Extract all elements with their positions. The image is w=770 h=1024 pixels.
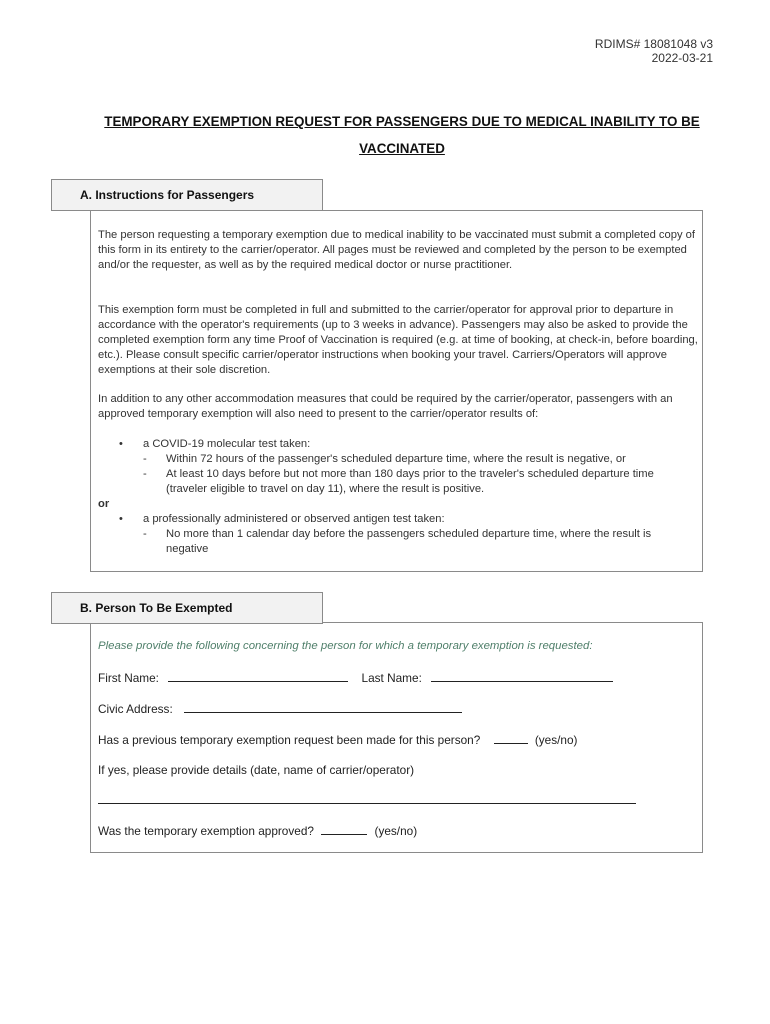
name-row (98, 670, 613, 686)
civic-address-row (98, 701, 462, 717)
approved-field[interactable] (321, 823, 367, 835)
bullet-2-text: a professionally administered or observed antigen test taken: (143, 513, 445, 525)
section-a-heading: A. Instructions for Passengers (51, 179, 323, 211)
details-field[interactable] (98, 803, 636, 804)
bullet-2-sub-1-text: No more than 1 calendar day before the passengers scheduled departure time, where the result is negative (166, 528, 652, 555)
previous-request-yes-no: (yes/no) (534, 733, 578, 747)
bullet-1-sub-2-dash: - (143, 468, 147, 480)
previous-request-label: Has a previous temporary exemption request been made for this person? (98, 733, 481, 747)
last-name-field[interactable] (431, 670, 613, 682)
first-name-field[interactable] (168, 670, 348, 682)
doc-id: RDIMS# 18081048 v3 (594, 37, 713, 51)
section-b-intro: Please provide the following concerning the person for which a temporary exemption is requested: (98, 640, 593, 652)
doc-date: 2022-03-21 (651, 51, 713, 65)
or-label: or (98, 498, 110, 510)
previous-request-row (98, 732, 577, 748)
approved-label: Was the temporary exemption approved? (98, 824, 314, 838)
bullet-1-sub-1-text: Within 72 hours of the passenger's scheduled departure time, where the result is negative, or (166, 453, 626, 465)
bullet-1-sub-2-text: At least 10 days before but not more than 180 days prior to the traveler's scheduled departure time (traveler eligible to travel on day 11), where the result is positive. (166, 468, 654, 495)
page-title (40, 108, 764, 162)
last-name-label: Last Name: (361, 671, 422, 685)
section-a-paragraph-3: In addition to any other accommodation measures that could be required by the carrier/operator, passengers with an approved temporary exemption will also need to present to the carrier/operator results of: (98, 393, 673, 420)
section-b-heading: B. Person To Be Exempted (51, 592, 323, 624)
civic-address-field[interactable] (184, 701, 462, 713)
civic-address-label: Civic Address: (98, 702, 173, 716)
section-a-paragraph-2: This exemption form must be completed in full and submitted to the carrier/operator for approval prior to departure in accordance with the operator's requirements (up to 3 weeks in advance). Passengers may also be asked to provide the completed exemption form any time Proof of Vaccination is required (e.g. at time of booking, at check-in, before boarding, etc.). Please consult specific carrier/operator instructions when booking your travel. Carriers/Operators will approve exemptions at their sole discretion. (98, 304, 698, 376)
title-line-1: TEMPORARY EXEMPTION REQUEST FOR PASSENGERS DUE TO MEDICAL INABILITY TO BE (104, 114, 700, 129)
bullet-2-symbol: • (119, 513, 123, 525)
approved-yes-no: (yes/no) (374, 824, 418, 838)
approved-row (98, 823, 417, 839)
details-label: If yes, please provide details (date, name of carrier/operator) (98, 763, 415, 777)
section-a-paragraph-1: The person requesting a temporary exemption due to medical inability to be vaccinated must submit a completed copy of this form in its entirety to the carrier/operator. All pages must be reviewed and completed by the person to be exempted and/or the requester, as well as by the required medical doctor or nurse practitioner. (98, 229, 695, 271)
bullet-2-sub-1-dash: - (143, 528, 147, 540)
title-line-2: VACCINATED (359, 141, 445, 156)
bullet-1-text: a COVID-19 molecular test taken: (143, 438, 311, 450)
bullet-1-symbol: • (119, 438, 123, 450)
bullet-1-sub-1-dash: - (143, 453, 147, 465)
first-name-label: First Name: (98, 671, 159, 685)
previous-request-field[interactable] (494, 732, 528, 744)
document-reference (595, 37, 713, 65)
